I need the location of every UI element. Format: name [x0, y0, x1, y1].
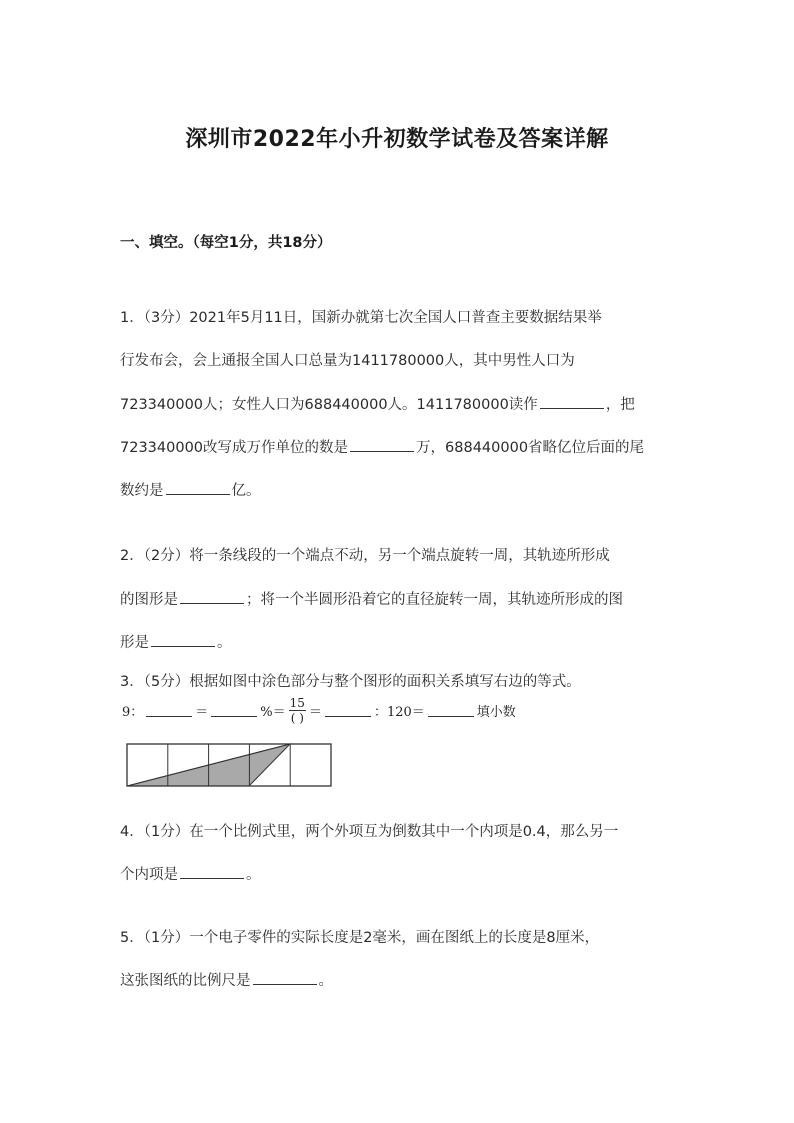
q1-line-2: 行发布会，会上通报全国人口总量为1411780000人，其中男性人口为	[120, 353, 575, 369]
formula-eq1: ＝	[195, 704, 209, 720]
q5-text-2a: 这张图纸的比例尺是	[120, 973, 251, 989]
answer-blank[interactable]	[428, 704, 474, 717]
q1-text-4b: 万，688440000省略亿位后面的尾	[416, 440, 645, 456]
q5-line-1: 5．（1分）一个电子零件的实际长度是2毫米，画在图纸上的长度是8厘米，	[120, 930, 600, 946]
page-title: 深圳市2022年小升初数学试卷及答案详解	[185, 127, 609, 152]
answer-blank[interactable]	[151, 632, 215, 647]
formula-ratio: ：120＝	[373, 704, 425, 720]
answer-blank[interactable]	[180, 589, 244, 604]
answer-blank[interactable]	[211, 704, 257, 717]
q2-text-2b: ；将一个半圆形沿着它的直径旋转一周，其轨迹所形成的图	[246, 592, 623, 608]
q1-line-1: 1．（3分）2021年5月11日，国新办就第七次全国人口普查主要数据结果举	[120, 310, 602, 326]
q1-text-4a: 723340000改写成万作单位的数是	[120, 440, 349, 456]
q2-text-3a: 形是	[120, 635, 149, 651]
q1-line-5	[120, 480, 261, 501]
answer-blank[interactable]	[325, 704, 371, 717]
section-heading: 一、填空。（每空1分，共18分）	[120, 235, 332, 251]
q2-line-3	[120, 632, 232, 653]
q1-line-3	[120, 394, 635, 415]
answer-blank[interactable]	[180, 864, 244, 879]
q4-line-2	[120, 864, 261, 885]
q3-line-1: 3．（5分）根据如图中涂色部分与整个图形的面积关系填写右边的等式。	[120, 674, 581, 690]
q2-line-2	[120, 589, 623, 610]
answer-blank[interactable]	[166, 480, 230, 495]
q4-text-2a: 个内项是	[120, 867, 178, 883]
q3-formula	[122, 694, 516, 726]
answer-blank[interactable]	[253, 970, 317, 985]
q5-line-2	[120, 970, 333, 991]
q2-text-3b: 。	[217, 635, 232, 651]
formula-lead: 9：	[122, 704, 144, 720]
fraction-numerator: 15	[289, 695, 305, 710]
q1-text-5a: 数约是	[120, 483, 164, 499]
q1-text-5b: 亿。	[231, 483, 261, 499]
formula-tail: 填小数	[476, 704, 516, 720]
formula-pct: %＝	[260, 704, 286, 720]
answer-blank[interactable]	[540, 394, 604, 409]
shaded-rectangle-figure	[125, 742, 335, 788]
formula-eq2: ＝	[308, 704, 322, 720]
q2-text-2a: 的图形是	[120, 592, 178, 608]
q2-line-1: 2．（2分）将一条线段的一个端点不动，另一个端点旋转一周，其轨迹所形成	[120, 548, 610, 564]
q1-text-3a: 723340000人；女性人口为688440000人。1411780000读作	[120, 397, 538, 413]
q1-text-3b: ，把	[605, 397, 635, 413]
q4-text-2b: 。	[246, 867, 261, 883]
q4-line-1: 4．（1分）在一个比例式里，两个外项互为倒数其中一个内项是0.4，那么另一	[120, 824, 619, 840]
q1-line-4	[120, 437, 644, 458]
fraction-denominator: ( )	[290, 710, 304, 725]
answer-blank[interactable]	[350, 437, 414, 452]
answer-blank[interactable]	[146, 704, 192, 717]
formula-fraction	[289, 696, 306, 725]
q5-text-2b: 。	[318, 973, 333, 989]
